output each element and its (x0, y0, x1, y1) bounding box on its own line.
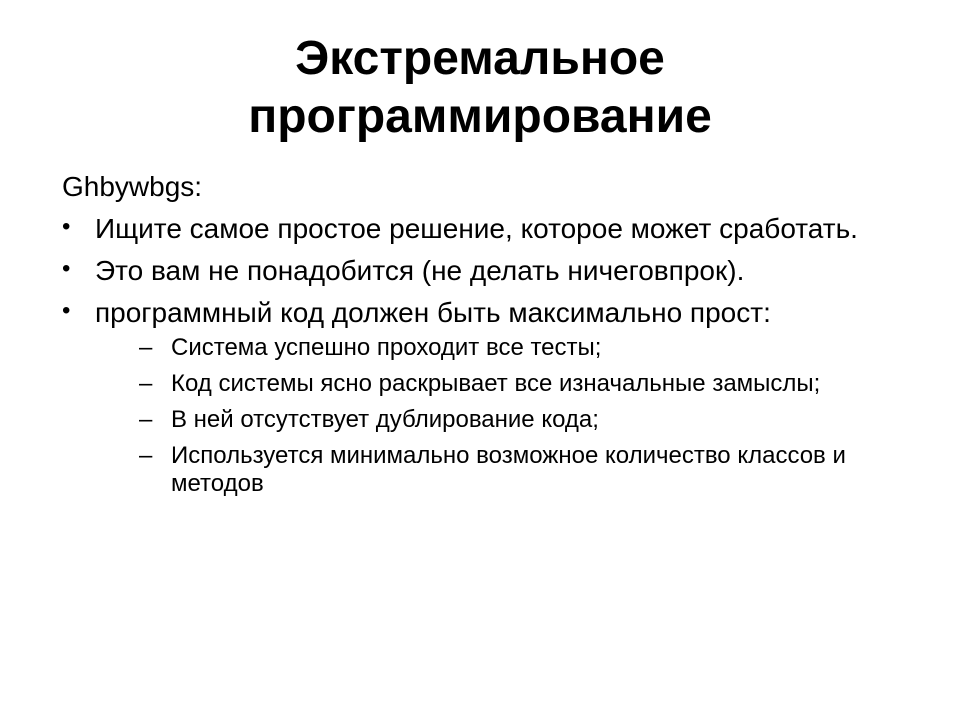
bullet-item (62, 296, 902, 498)
bullet-marker: • (62, 297, 71, 324)
bullet-text: Ищите самое простое решение, которое может сработать. (95, 213, 858, 244)
bullet-marker: • (62, 213, 71, 240)
dash-marker: – (139, 370, 153, 397)
sub-item (95, 406, 902, 434)
sub-item-text: Используется минимально возможное количество классов и методов (171, 442, 846, 497)
intro-text: Ghbywbgs: (62, 171, 203, 202)
sub-item (95, 370, 902, 398)
bullet-item (62, 212, 902, 246)
sub-item-text: Код системы ясно раскрывает все изначальные замыслы; (171, 370, 821, 397)
dash-marker: – (139, 334, 153, 361)
dash-marker: – (139, 406, 153, 433)
slide-title-line-1: Экстремальное (295, 32, 665, 85)
sub-item (95, 442, 902, 498)
bullet-text: программный код должен быть максимально прост: (95, 297, 771, 328)
slide-title (120, 30, 840, 146)
slide-body (62, 170, 902, 506)
sub-item-text: Система успешно проходит все тесты; (171, 334, 602, 361)
sub-item (95, 334, 902, 362)
bullet-marker: • (62, 255, 71, 282)
sub-list (95, 334, 902, 498)
dash-marker: – (139, 442, 153, 469)
bullet-item (62, 254, 902, 288)
bullet-list (62, 212, 902, 498)
slide-title-line-2: программирование (248, 90, 712, 143)
bullet-text: Это вам не понадобится (не делать ничеговпрок). (95, 255, 745, 286)
sub-item-text: В ней отсутствует дублирование кода; (171, 406, 599, 433)
